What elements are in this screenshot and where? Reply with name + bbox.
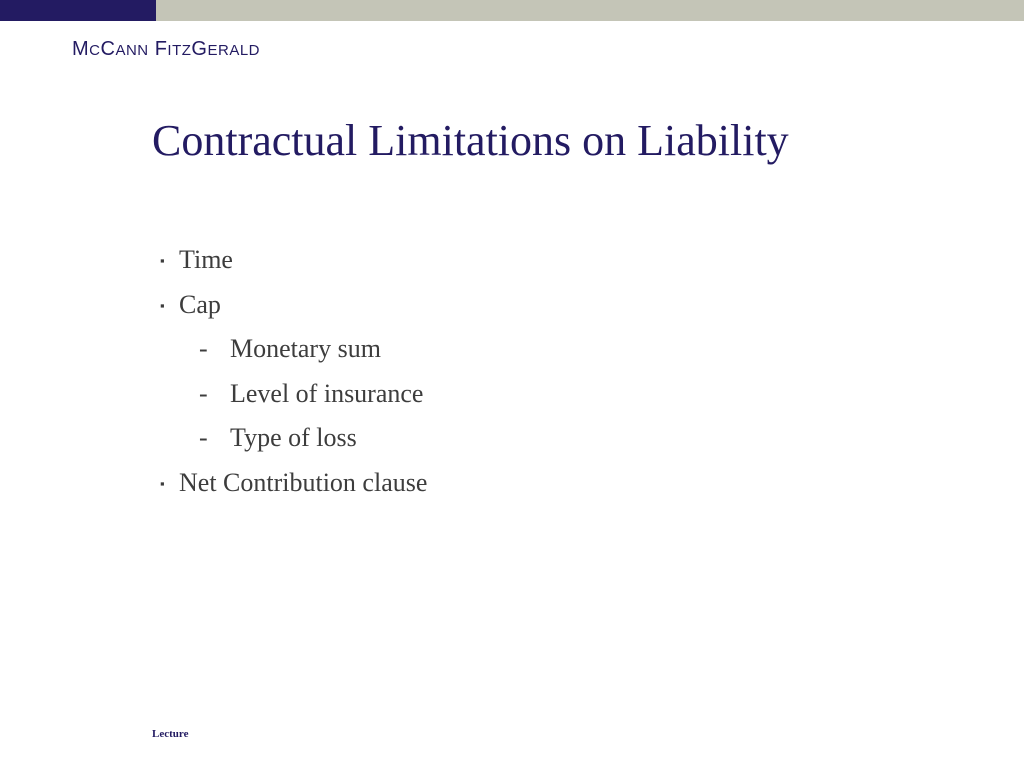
bullet-text: Cap bbox=[179, 289, 221, 319]
bullet-text: Net Contribution clause bbox=[179, 467, 428, 497]
sub-bullet-text: Type of loss bbox=[230, 423, 357, 452]
slide-title: Contractual Limitations on Liability bbox=[152, 116, 789, 165]
sub-bullet-item bbox=[160, 372, 427, 417]
header-bar-accent bbox=[0, 0, 156, 21]
sub-bullet-item bbox=[160, 327, 427, 372]
square-bullet-icon: ▪ bbox=[160, 297, 165, 313]
footer-label: Lecture bbox=[152, 728, 189, 740]
dash-bullet-icon: - bbox=[199, 378, 208, 408]
bullet-text: Time bbox=[179, 245, 233, 274]
bullet-list bbox=[160, 238, 427, 505]
dash-bullet-icon: - bbox=[199, 423, 208, 452]
header-bar bbox=[156, 0, 1024, 21]
square-bullet-icon: ▪ bbox=[160, 475, 165, 491]
square-bullet-icon: ▪ bbox=[160, 253, 165, 268]
sub-bullet-text: Level of insurance bbox=[230, 378, 424, 408]
company-logo: MCCANN FITZGERALD bbox=[72, 38, 261, 60]
bullet-item bbox=[160, 461, 427, 506]
bullet-item bbox=[160, 238, 427, 283]
dash-bullet-icon: - bbox=[199, 334, 208, 363]
sub-bullet-item bbox=[160, 416, 427, 461]
bullet-item bbox=[160, 283, 427, 328]
sub-bullet-text: Monetary sum bbox=[230, 334, 381, 363]
